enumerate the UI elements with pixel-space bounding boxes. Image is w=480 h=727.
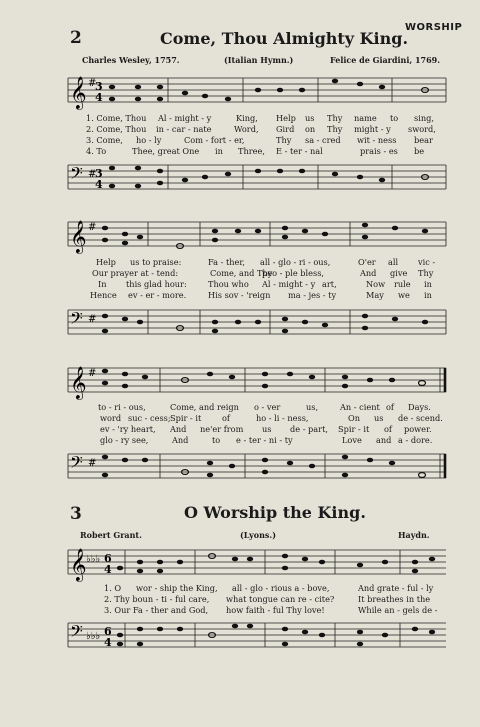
treble-staff	[0, 68, 480, 118]
treble-staff	[0, 212, 480, 262]
lyric-syllable: to	[212, 435, 221, 445]
lyric-syllable: give	[390, 268, 408, 278]
lyric-syllable: ev - 'ry heart,	[100, 424, 156, 434]
lyric-syllable: Thou who	[208, 279, 249, 289]
lyric-syllable: vic -	[418, 257, 436, 267]
lyric-syllable: peo - ple bless,	[262, 268, 325, 278]
hymn-number: 3	[70, 504, 82, 524]
lyric-syllable: to - ri - ous,	[98, 402, 146, 412]
svg-text:6: 6	[104, 625, 112, 638]
lyric-syllable: word	[100, 413, 122, 423]
treble-staff	[0, 358, 480, 408]
svg-text:𝄞: 𝄞	[70, 548, 87, 581]
svg-text:4: 4	[95, 91, 103, 104]
lyric-syllable: prais - es	[360, 146, 398, 156]
lyric-syllable: O'er	[358, 257, 376, 267]
lyric-syllable: wit - ness	[357, 135, 397, 145]
lyric-syllable: on	[305, 124, 316, 134]
svg-text:#: #	[88, 368, 97, 379]
lyric-syllable: us	[374, 413, 384, 423]
lyric-line	[0, 594, 480, 605]
lyric-syllable: And	[360, 268, 377, 278]
svg-text:4: 4	[104, 563, 112, 576]
lyric-syllable: 1. O	[104, 583, 122, 593]
lyric-syllable: Al - might - y	[262, 279, 316, 289]
lyric-line	[0, 113, 480, 124]
lyric-syllable: and	[376, 435, 392, 445]
hymn-author: Charles Wesley, 1757.	[82, 55, 180, 65]
lyric-syllable: 4. To	[86, 146, 107, 156]
hymn-number: 2	[70, 28, 82, 48]
section-heading: WORSHIP	[405, 22, 463, 33]
lyric-syllable: in	[424, 290, 432, 300]
lyric-syllable: Al - might - y	[158, 113, 212, 123]
lyric-line	[0, 424, 480, 435]
lyric-syllable: His sov - 'reign	[208, 290, 271, 300]
lyric-syllable: Thy	[327, 124, 343, 134]
lyric-syllable: Love	[342, 435, 362, 445]
lyric-syllable: Thy	[327, 113, 343, 123]
lyric-syllable: suc - cess;	[128, 413, 171, 423]
lyric-syllable: all	[388, 257, 399, 267]
lyric-syllable: all - glo - rious a - bove,	[232, 583, 330, 593]
svg-text:#: #	[88, 78, 97, 89]
lyric-syllable: On	[348, 413, 360, 423]
svg-text:𝄢: 𝄢	[70, 308, 83, 332]
lyric-syllable: ne'er from	[200, 424, 244, 434]
lyric-syllable: Fa - ther,	[208, 257, 246, 267]
lyric-syllable: wor - ship the King,	[136, 583, 218, 593]
svg-text:𝄢: 𝄢	[70, 163, 83, 187]
svg-text:♭♭♭: ♭♭♭	[86, 554, 101, 565]
lyric-syllable: May	[366, 290, 384, 300]
lyric-syllable: de - scend.	[398, 413, 443, 423]
lyric-line	[0, 583, 480, 594]
lyric-syllable: Thee, great One	[132, 146, 200, 156]
lyric-syllable: what tongue can re - cite?	[226, 594, 335, 604]
lyric-syllable: be	[414, 146, 425, 156]
lyric-syllable: ho - ly	[136, 135, 162, 145]
lyric-syllable: Word,	[234, 124, 259, 134]
lyric-syllable: might - y	[354, 124, 391, 134]
lyric-syllable: o - ver	[254, 402, 281, 412]
lyric-line	[0, 413, 480, 424]
svg-text:𝄢: 𝄢	[70, 452, 83, 476]
lyric-syllable: us	[305, 113, 315, 123]
lyric-syllable: Thy	[418, 268, 434, 278]
svg-text:6: 6	[104, 552, 112, 565]
hymn-title: O Worship the King.	[184, 503, 366, 522]
lyric-syllable: name	[354, 113, 377, 123]
lyric-syllable: ma - jes - ty	[288, 290, 337, 300]
svg-text:3: 3	[95, 80, 103, 93]
svg-text:#: #	[88, 458, 97, 469]
lyric-line	[0, 124, 480, 135]
lyric-syllable: Thy	[276, 135, 292, 145]
lyric-syllable: While an - gels de -	[358, 605, 438, 615]
lyric-syllable: Now	[366, 279, 386, 289]
lyric-syllable: in	[424, 279, 432, 289]
lyric-syllable: And	[170, 424, 187, 434]
bass-staff	[0, 300, 480, 350]
lyric-syllable: us,	[306, 402, 319, 412]
lyric-line	[0, 402, 480, 413]
lyric-line	[0, 268, 480, 279]
lyric-syllable: to	[390, 113, 399, 123]
hymn-title: Come, Thou Almighty King.	[160, 29, 409, 48]
lyric-syllable: 3. Our Fa - ther and God,	[104, 605, 209, 615]
lyric-syllable: Com - fort - er,	[184, 135, 245, 145]
lyric-syllable: Help	[276, 113, 296, 123]
lyric-syllable: de - part,	[290, 424, 328, 434]
lyric-syllable: in	[215, 146, 223, 156]
lyric-syllable: how faith - ful Thy love!	[226, 605, 325, 615]
lyric-syllable: Spir - it	[170, 413, 202, 423]
lyric-syllable: of	[384, 424, 392, 434]
lyric-syllable: Hence	[90, 290, 117, 300]
svg-text:𝄞: 𝄞	[70, 220, 87, 253]
lyric-syllable: of	[222, 413, 230, 423]
lyric-syllable: sword,	[408, 124, 436, 134]
svg-text:𝄞: 𝄞	[70, 76, 87, 109]
lyric-syllable: 3. Come,	[86, 135, 123, 145]
lyric-syllable: sa - cred	[305, 135, 341, 145]
lyric-syllable: art,	[322, 279, 337, 289]
lyric-syllable: King,	[236, 113, 258, 123]
svg-text:#: #	[88, 222, 97, 233]
svg-text:4: 4	[104, 636, 112, 649]
lyric-syllable: In	[98, 279, 107, 289]
svg-text:♭♭♭: ♭♭♭	[86, 631, 101, 642]
lyric-syllable: ev - er - more.	[128, 290, 187, 300]
lyric-syllable: us	[262, 424, 272, 434]
lyric-line	[0, 135, 480, 146]
lyric-syllable: Come, and reign	[170, 402, 239, 412]
lyric-syllable: And	[172, 435, 189, 445]
lyric-syllable: we	[398, 290, 410, 300]
bass-staff	[0, 155, 480, 205]
bass-staff	[0, 444, 480, 494]
svg-text:#: #	[88, 314, 97, 325]
lyric-syllable: Three,	[238, 146, 265, 156]
lyric-syllable: glo - ry see,	[100, 435, 149, 445]
lyric-syllable: ho - li - ness,	[256, 413, 309, 423]
svg-text:3: 3	[95, 167, 103, 180]
lyric-syllable: E - ter - nal	[276, 146, 323, 156]
lyric-line	[0, 279, 480, 290]
lyric-syllable: It breathes in the	[358, 594, 431, 604]
svg-text:#: #	[88, 169, 97, 180]
lyric-syllable: An - cient	[340, 402, 380, 412]
lyric-syllable: Spir - it	[338, 424, 370, 434]
lyric-syllable: bear	[414, 135, 433, 145]
lyric-syllable: Days.	[408, 402, 431, 412]
lyric-syllable: sing,	[414, 113, 434, 123]
lyric-syllable: 2. Thy boun - ti - ful care,	[104, 594, 210, 604]
hymn-tune: (Lyons.)	[240, 530, 276, 540]
lyric-syllable: this glad hour:	[126, 279, 187, 289]
bass-staff	[0, 613, 480, 663]
hymn-author: Robert Grant.	[80, 530, 142, 540]
hymn-composer: Felice de Giardini, 1769.	[330, 55, 441, 65]
hymn-composer: Haydn.	[398, 530, 430, 540]
lyric-syllable: power.	[404, 424, 432, 434]
lyric-syllable: Come, and Thy	[210, 268, 273, 278]
svg-text:𝄢: 𝄢	[70, 621, 83, 645]
lyric-syllable: 1. Come, Thou	[86, 113, 147, 123]
lyric-syllable: us to praise:	[130, 257, 182, 267]
svg-text:𝄞: 𝄞	[70, 366, 87, 399]
lyric-syllable: a - dore.	[398, 435, 433, 445]
svg-text:4: 4	[95, 178, 103, 191]
lyric-syllable: of	[386, 402, 394, 412]
lyric-line	[0, 257, 480, 268]
lyric-syllable: And grate - ful - ly	[358, 583, 434, 593]
lyric-syllable: Gird	[276, 124, 295, 134]
lyric-syllable: 2. Come, Thou	[86, 124, 147, 134]
lyric-syllable: Help	[96, 257, 116, 267]
lyric-syllable: rule	[394, 279, 411, 289]
hymn-tune: (Italian Hymn.)	[224, 55, 294, 65]
lyric-syllable: all - glo - ri - ous,	[260, 257, 331, 267]
lyric-syllable: e - ter - ni - ty	[236, 435, 293, 445]
lyric-syllable: Our prayer at - tend:	[92, 268, 179, 278]
lyric-syllable: in - car - nate	[156, 124, 212, 134]
